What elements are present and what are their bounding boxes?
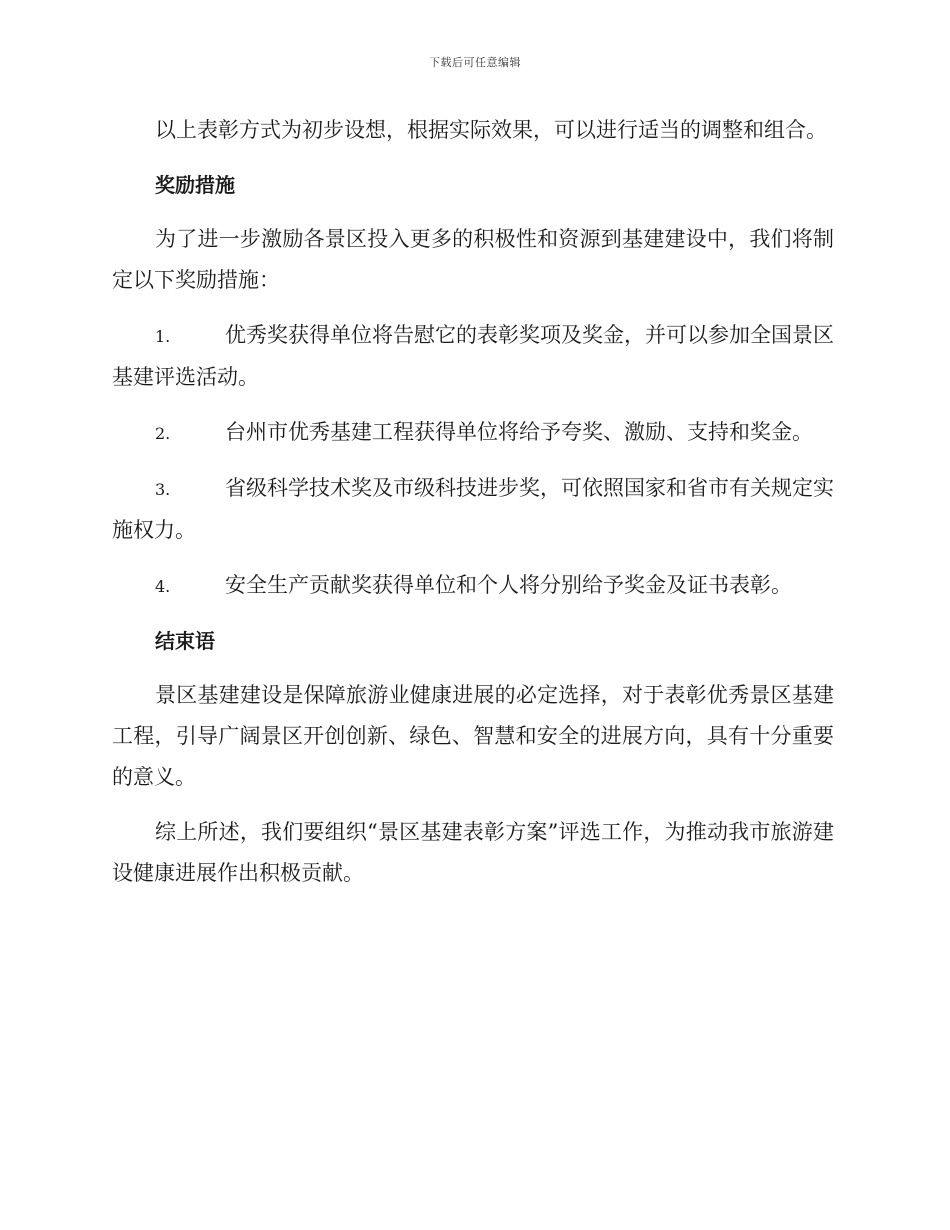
paragraph-conclusion-2: 综上所述，我们要组织“景区基建表彰方案”评选工作，为推动我市旅游建设健康进展作出积极贡献。 <box>112 820 834 885</box>
list-item <box>112 468 834 551</box>
page-header: 下载后可任意编辑 <box>429 56 521 69</box>
list-item-number: 2. <box>155 424 171 443</box>
list-item-text: 安全生产贡献奖获得单位和个人将分别给予奖金及证书表彰。 <box>225 573 792 597</box>
paragraph-conclusion-1: 景区基建建设是保障旅游业健康进展的必定选择，对于表彰优秀景区基建工程，引导广阔景区开创创新、绿色、智慧和安全的进展方向，具有十分重要的意义。 <box>112 683 834 789</box>
list-item-number: 4. <box>155 577 171 596</box>
list-item <box>112 315 834 398</box>
list-item-number: 3. <box>155 480 171 499</box>
paragraph-intro: 以上表彰方式为初步设想，根据实际效果，可以进行适当的调整和组合。 <box>155 118 827 142</box>
paragraph-reward-intro: 为了进一步激励各景区投入更多的积极性和资源到基建建设中，我们将制定以下奖励措施： <box>112 227 834 292</box>
heading-reward-measures: 奖励措施 <box>155 173 235 197</box>
list-item-number: 1. <box>155 327 171 346</box>
heading-conclusion: 结束语 <box>155 629 215 653</box>
list-item-text: 台州市优秀基建工程获得单位将给予夸奖、激励、支持和奖金。 <box>225 420 813 444</box>
document-body <box>112 110 834 908</box>
list-item-text: 优秀奖获得单位将告慰它的表彰奖项及奖金，并可以参加全国景区基建评选活动。 <box>112 323 834 389</box>
list-item-text: 省级科学技术奖及市级科技进步奖，可依照国家和省市有关规定实施权力。 <box>112 476 834 542</box>
list-item <box>112 412 834 454</box>
list-item <box>112 565 834 607</box>
